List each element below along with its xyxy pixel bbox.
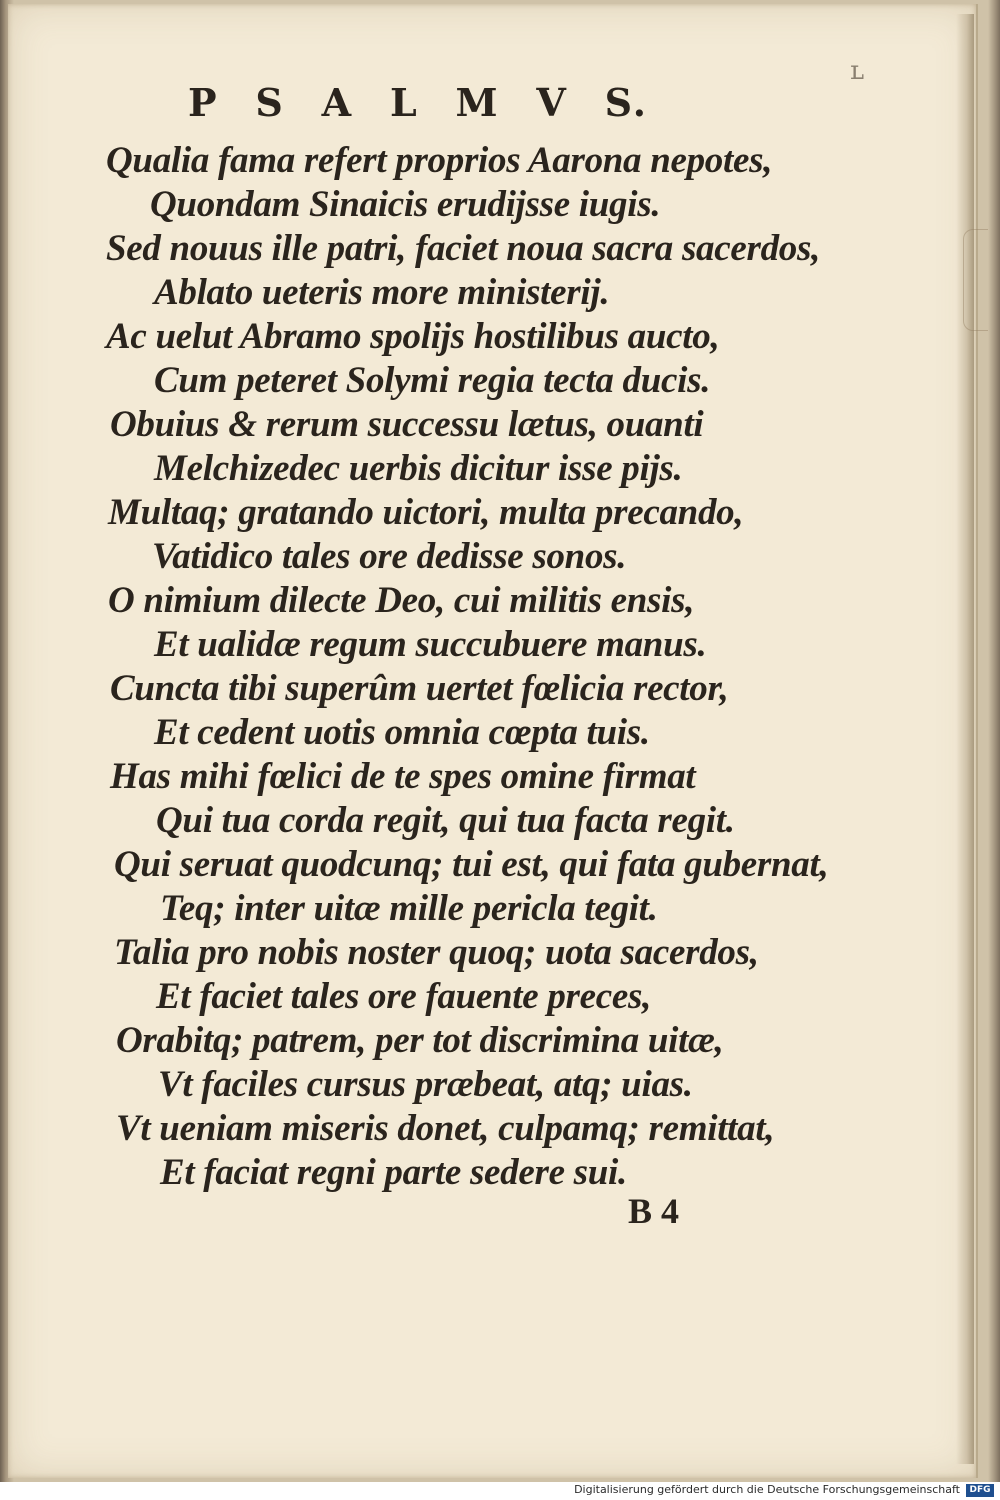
verse-line: Quondam Sinaicis erudijsse iugis. (150, 184, 661, 225)
verse-line: Et faciet tales ore fauente preces, (156, 976, 652, 1017)
verse-line: Qui tua corda regit, qui tua facta regit. (156, 800, 735, 841)
dfg-logo: DFG (966, 1484, 994, 1497)
verse-line: Talia pro nobis noster quoq; uota sacerdos, (114, 932, 759, 973)
page-tab-impression (963, 229, 988, 331)
verse-line: Cuncta tibi superûm uertet fœlicia rector, (110, 668, 729, 709)
heading-letter: P (188, 80, 219, 125)
verse-line: Vt faciles cursus præbeat, atq; uias. (158, 1064, 693, 1105)
verse-line: Ablato ueteris more ministerij. (154, 272, 610, 313)
verse-line: Teq; inter uitæ mille pericla tegit. (160, 888, 658, 929)
page-heading (188, 80, 648, 125)
signature-mark: B 4 (628, 1191, 680, 1231)
verse-line: Et faciat regni parte sedere sui. (160, 1152, 627, 1193)
verse-line: Et ualidæ regum succubuere manus. (154, 624, 707, 665)
verse-line: Qui seruat quodcunq; tui est, qui fata gubernat, (114, 844, 829, 885)
verse-line: Sed nouus ille patri, faciet noua sacra sacerdos, (106, 228, 821, 269)
heading-letter: S (255, 80, 285, 125)
verse-line: Melchizedec uerbis dicitur isse pijs. (154, 448, 683, 489)
verse-line: Cum peteret Solymi regia tecta ducis. (154, 360, 711, 401)
heading-letter: V (536, 80, 568, 125)
corner-pencil-mark: ʟ (850, 56, 865, 86)
verse-line: Vt ueniam miseris donet, culpamq; remittat, (116, 1108, 775, 1149)
verse-line: Has mihi fœlici de te spes omine firmat (110, 756, 696, 797)
verse-line: Orabitq; patrem, per tot discrimina uitæ, (116, 1020, 724, 1061)
heading-letter: L (389, 80, 419, 125)
verse-line: Et cedent uotis omnia cœpta tuis. (154, 712, 650, 753)
verse-line: Vatidico tales ore dedisse sonos. (152, 536, 627, 577)
verse-line: Multaq; gratando uictori, multa precando, (108, 492, 744, 533)
verse-line: O nimium dilecte Deo, cui militis ensis, (108, 580, 695, 621)
heading-letter: M (455, 80, 500, 125)
digitization-footer (0, 1482, 1000, 1500)
heading-letter: A (321, 80, 354, 125)
heading-letter: S. (604, 80, 648, 125)
verse-line: Qualia fama refert proprios Aarona nepotes, (106, 140, 773, 181)
verse-line: Ac uelut Abramo spolijs hostilibus aucto, (106, 316, 720, 357)
footer-credit: Digitalisierung gefördert durch die Deutsche Forschungsgemeinschaft (574, 1483, 960, 1496)
verse-line: Obuius & rerum successu lætus, ouanti (110, 404, 704, 445)
